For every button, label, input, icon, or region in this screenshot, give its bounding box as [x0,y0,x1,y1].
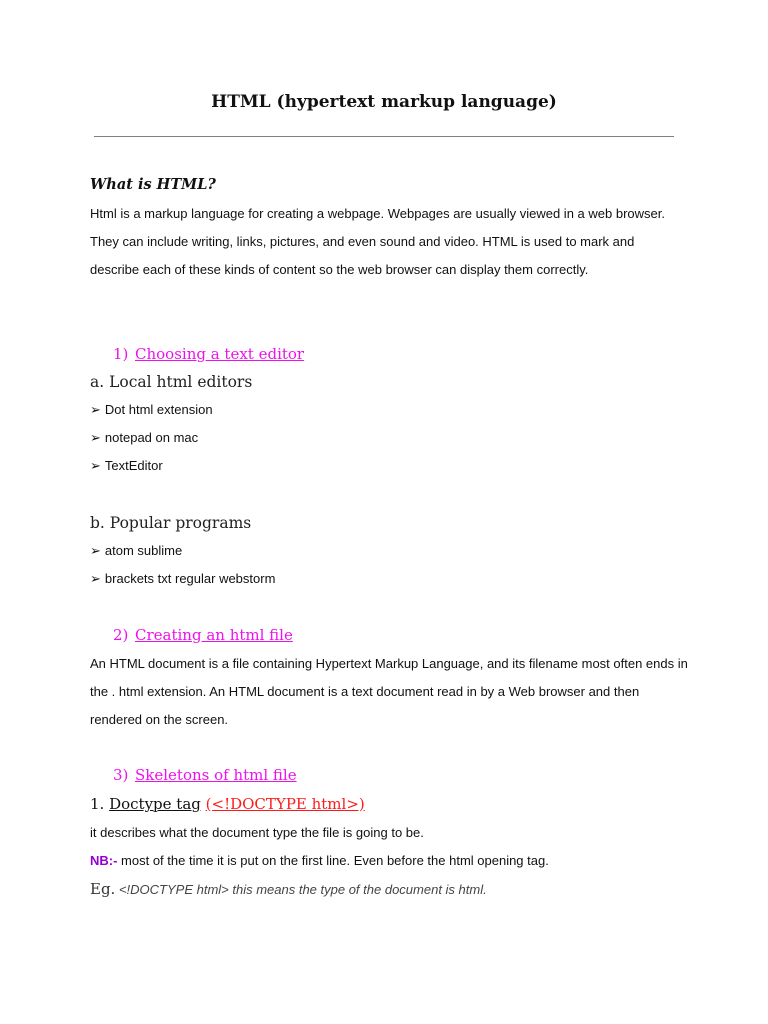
list-item: ➢ atom sublime [90,543,183,559]
nb-text: most of the time it is put on the first line. Even before the html opening tag. [117,853,549,868]
local-editors-label: a. Local html editors [90,373,253,391]
doctype-description: it describes what the document type the file is going to be. [90,825,424,840]
list-item: ➢ notepad on mac [90,430,199,446]
doctype-code: (<!DOCTYPE html>) [205,795,365,813]
doctype-tag-name: Doctype tag [109,795,201,813]
eg-label: Eg. [90,880,116,898]
list-item: ➢ TextEditor [90,458,163,474]
section-1-number: 1) [113,345,129,363]
list-item: ➢ brackets txt regular webstorm [90,571,276,587]
intro-paragraph: Html is a markup language for creating a webpage. Webpages are usually viewed in a web browser. They can include writing, links, pictures, and even sound and video. HTML is used to mark and describe each of these kinds of content so the web browser can display them correctly. [90,206,665,277]
arrowhead-bullet-icon: ➢ [90,431,101,446]
section-1-title[interactable]: Choosing a text editor [135,345,305,363]
section-3-number: 3) [113,766,129,784]
section-1-heading[interactable] [113,345,304,363]
section-3-heading[interactable] [113,766,297,784]
popular-programs-label: b. Popular programs [90,514,252,532]
arrowhead-bullet-icon: ➢ [90,403,101,418]
section-2-title[interactable]: Creating an html file [135,626,293,644]
doctype-tag-line [90,795,365,813]
list-item: ➢ Dot html extension [90,402,213,418]
section-2-number: 2) [113,626,129,644]
example-line [90,880,487,899]
arrowhead-bullet-icon: ➢ [90,544,101,559]
arrowhead-bullet-icon: ➢ [90,459,101,474]
nb-label: NB:- [90,853,118,868]
what-is-html-heading: What is HTML? [90,176,216,193]
eg-text: <!DOCTYPE html> this means the type of the document is html. [115,882,487,897]
nb-note [90,853,549,868]
document-title: HTML (hypertext markup language) [211,92,557,112]
html-file-paragraph: An HTML document is a file containing Hypertext Markup Language, and its filename most often ends in the . html extension. An HTML document is a text document read in by a Web browser and then rendered on the screen. [90,656,688,727]
arrowhead-bullet-icon: ➢ [90,572,101,587]
doctype-index: 1. [90,795,105,813]
section-3-title[interactable]: Skeletons of html file [135,766,297,784]
section-2-heading[interactable] [113,626,293,644]
title-divider [94,136,674,137]
